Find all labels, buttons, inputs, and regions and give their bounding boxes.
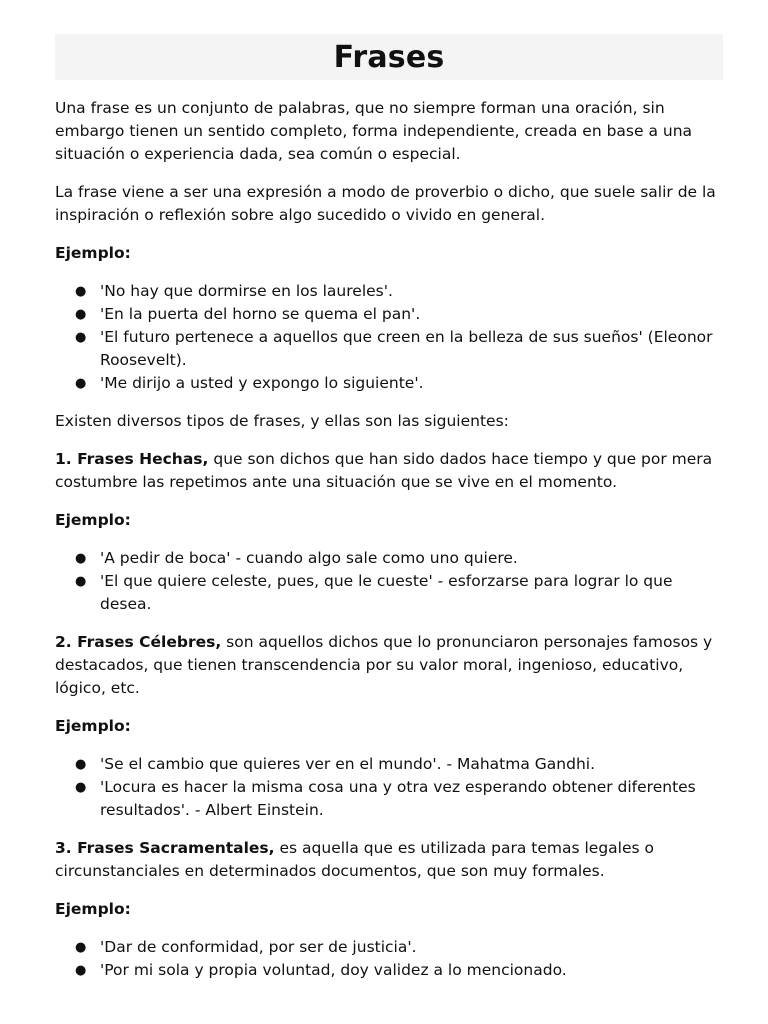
title-banner [55, 34, 723, 80]
list-item [75, 326, 723, 372]
intro-paragraph-1: Una frase es un conjunto de palabras, que no siempre forman una oración, sin embargo tienen un sentido completo, forma independiente, creada en base a una situación o experiencia dada, sea común o especial. [55, 99, 693, 163]
list-item [75, 936, 723, 959]
list-item [75, 547, 723, 570]
list-item-text: 'El que quiere celeste, pues, que le cueste' - esforzarse para lograr lo que desea. [100, 572, 673, 613]
example-label: Ejemplo: [55, 900, 131, 918]
bullet-icon: ● [75, 757, 87, 772]
section-frases-sacramentales [55, 837, 723, 883]
example-list-general [55, 280, 723, 395]
page-title: Frases [333, 39, 445, 75]
bullet-icon: ● [75, 940, 87, 955]
list-item-text: 'En la puerta del horno se quema el pan'. [100, 305, 421, 323]
section-text: es aquella que es utilizada para temas legales o circunstanciales en determinados documentos, que son muy formales. [55, 839, 655, 880]
section-heading: 1. Frases Hechas, [55, 450, 209, 468]
list-item-text: 'Se el cambio que quieres ver en el mundo'. - Mahatma Gandhi. [100, 755, 596, 773]
list-item-text: 'A pedir de boca' - cuando algo sale como uno quiere. [100, 549, 518, 567]
section-text: que son dichos que han sido dados hace tiempo y que por mera costumbre las repetimos ante una situación que se vive en el momento. [55, 450, 713, 491]
list-item-text: 'El futuro pertenece a aquellos que creen en la belleza de sus sueños' (Eleonor Roosevelt). [100, 328, 713, 369]
document-page [55, 34, 723, 982]
intro-paragraph-2: La frase viene a ser una expresión a modo de proverbio o dicho, que suele salir de la inspiración o reflexión sobre algo sucedido o vivido en general. [55, 183, 716, 224]
example-list-sacramentales [55, 936, 723, 982]
list-item [75, 280, 723, 303]
section-frases-celebres [55, 631, 723, 700]
list-item [75, 372, 723, 395]
list-item [75, 959, 723, 982]
bullet-icon: ● [75, 284, 87, 299]
example-label: Ejemplo: [55, 244, 131, 262]
types-intro: Existen diversos tipos de frases, y ellas son las siguientes: [55, 412, 509, 430]
list-item-text: 'Me dirijo a usted y expongo lo siguiente'. [100, 374, 424, 392]
bullet-icon: ● [75, 330, 87, 345]
list-item [75, 570, 723, 616]
section-frases-hechas [55, 448, 723, 494]
example-list-celebres [55, 753, 723, 822]
list-item [75, 753, 723, 776]
example-label: Ejemplo: [55, 717, 131, 735]
section-text: son aquellos dichos que lo pronunciaron personajes famosos y destacados, que tienen transcendencia por su valor moral, ingenioso, educativo, lógico, etc. [55, 633, 713, 697]
bullet-icon: ● [75, 780, 87, 795]
example-label: Ejemplo: [55, 511, 131, 529]
list-item-text: 'Por mi sola y propia voluntad, doy validez a lo mencionado. [100, 961, 567, 979]
section-heading: 3. Frases Sacramentales, [55, 839, 275, 857]
bullet-icon: ● [75, 307, 87, 322]
example-list-hechas [55, 547, 723, 616]
list-item-text: 'No hay que dormirse en los laureles'. [100, 282, 393, 300]
list-item-text: 'Locura es hacer la misma cosa una y otra vez esperando obtener diferentes resultados'. - Albert Einstein. [100, 778, 696, 819]
section-heading: 2. Frases Célebres, [55, 633, 222, 651]
list-item [75, 776, 723, 822]
bullet-icon: ● [75, 551, 87, 566]
bullet-icon: ● [75, 376, 87, 391]
bullet-icon: ● [75, 574, 87, 589]
list-item-text: 'Dar de conformidad, por ser de justicia'. [100, 938, 417, 956]
list-item [75, 303, 723, 326]
bullet-icon: ● [75, 963, 87, 978]
